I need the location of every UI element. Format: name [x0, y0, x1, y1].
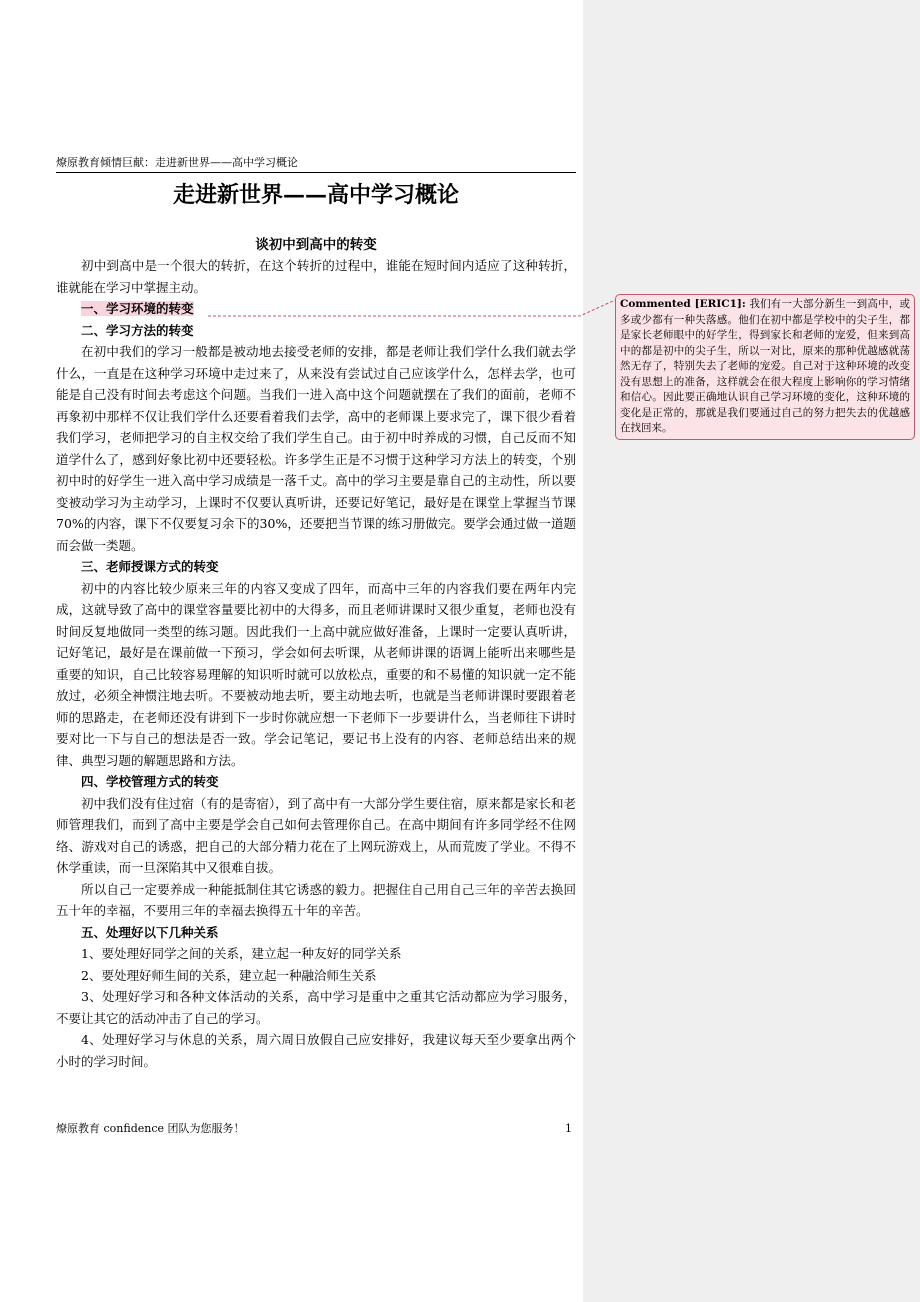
- body-paragraph: 初中我们没有住过宿（有的是寄宿），到了高中有一大部分学生要住宿，原来都是家长和老师管理我们，而到了高中主要是学会自己如何去管理你自己。在高中期间有许多同学经不住网络、游戏对自己的诱惑，把自己的大部分精力花在了上网玩游戏上，从而荒废了学业。不得不休学重读，而一旦深陷其中又很难自拔。: [56, 795, 576, 875]
- comment-label: Commented [ERIC1]:: [620, 298, 746, 310]
- document-body: [56, 255, 576, 1072]
- section-heading-2: 二、学习方法的转变: [81, 322, 194, 338]
- intro-paragraph: 初中到高中是一个很大的转折，在这个转折的过程中，谁能在短时间内适应了这种转折，谁就能在学习中掌握主动。: [56, 258, 576, 295]
- document-subtitle: 谈初中到高中的转变: [255, 237, 377, 253]
- section-heading-3: 三、老师授课方式的转变: [81, 559, 219, 574]
- list-item: 2、要处理好师生间的关系，建立起一种融洽师生关系: [81, 967, 377, 983]
- list-item: 3、处理好学习和各种文体活动的关系，高中学习是重中之重其它活动都应为学习服务，不要让其它的活动冲击了自己的学习。: [56, 989, 576, 1026]
- page-header: 燎原教育倾情巨献：走进新世界——高中学习概论: [56, 156, 576, 173]
- list-item: 4、处理好学习与休息的关系，周六周日放假自己应安排好，我建议每天至少要拿出两个小时的学习时间。: [56, 1032, 576, 1069]
- body-paragraph: 所以自己一定要养成一种能抵制住其它诱惑的毅力。把握住自己用自己三年的辛苦去换回五十年的幸福，不要用三年的幸福去换得五十年的辛苦。: [56, 881, 576, 918]
- body-paragraph: 初中的内容比较少原来三年的内容又变成了四年，而高中三年的内容我们要在两年内完成，这就导致了高中的课堂容量要比初中的大得多，而且老师讲课时又很少重复，老师也没有时间反复地做同一类型的练习题。因此我们一上高中就应做好准备，上课时一定要认真听讲，记好笔记，最好是在课前做一下预习，学会如何去听课，从老师讲课的语调上能听出来哪些是重要的知识，自己比较容易理解的知识听时就可以放松点，重要的和不易懂的知识就一定不能放过，必须全神惯注地去听。不要被动地去听，要主动地去听，也就是当老师讲课时要跟着老师的思路走，在老师还没有讲到下一步时你就应想一下老师下一步要讲什么，当老师往下讲时要对比一下与自己的想法是否一致。学会记笔记，要记书上没有的内容、老师总结出来的规律、典型习题的解题思路和方法。: [56, 580, 576, 768]
- list-item: 1、要处理好同学之间的关系，建立起一种友好的同学关系: [81, 946, 402, 961]
- section-heading-4: 四、学校管理方式的转变: [81, 774, 219, 789]
- body-paragraph: 在初中我们的学习一般都是被动地去接受老师的安排，都是老师让我们学什么我们就去学什么，一直是在这种学习环境中走过来了，从来没有尝试过自己应该学什么，怎样去学，也可能是自己没有时间去考虑这个问题。当我们一进入高中这个问题就摆在了我们的面前，老师不再象初中那样不仅让我们学什么还要看着我们去学，高中的老师课上要求完了，课下很少看着我们学习，老师把学习的自主权交给了我们学生自己。由于初中时养成的习惯，自己反而不知道学什么了，感到好象比初中还要轻松。许多学生正是不习惯于这种学习方法上的转变，个别初中时的好学生一进入高中学习成绩是一落千丈。高中的学习主要是靠自己的主动性，所以要变被动学习为主动学习，上课时不仅要认真听讲，还要记好笔记，最好是在课堂上掌握当节课70%的内容，课下不仅要复习余下的30%，还要把当节课的练习册做完。要学会通过做一道题而会做一类题。: [56, 344, 576, 553]
- page-footer: [56, 1122, 576, 1136]
- comment-pane: [583, 0, 920, 1302]
- comment-text: 我们有一大部分新生一到高中，或多或少都有一种失落感。他们在初中都是学校中的尖子生，都是家长老师眼中的好学生，得到家长和老师的宠爱，但来到高中的都是初中的尖子生，所以一对比，原来的那种优越感就荡然无存了，特别失去了老师的宠爱。自己对于这种环境的改变没有思想上的准备，这样就会在很大程度上影响你的学习情绪和信心。因此要正确地认识自己学习环境的变化，这种环境的变化是正常的，那就是我们要通过自己的努力把失去的优越感在找回来。: [620, 298, 911, 434]
- section-heading-1[interactable]: [56, 298, 576, 320]
- commented-text[interactable]: 一、学习环境的转变: [81, 301, 194, 316]
- document-title: 走进新世界——高中学习概论: [172, 182, 459, 208]
- page-number: 1: [565, 1122, 572, 1135]
- section-heading-5: 五、处理好以下几种关系: [81, 924, 219, 940]
- comment-balloon[interactable]: [615, 294, 915, 440]
- footer-text: 燎原教育 confidence 团队为您服务！: [56, 1122, 245, 1135]
